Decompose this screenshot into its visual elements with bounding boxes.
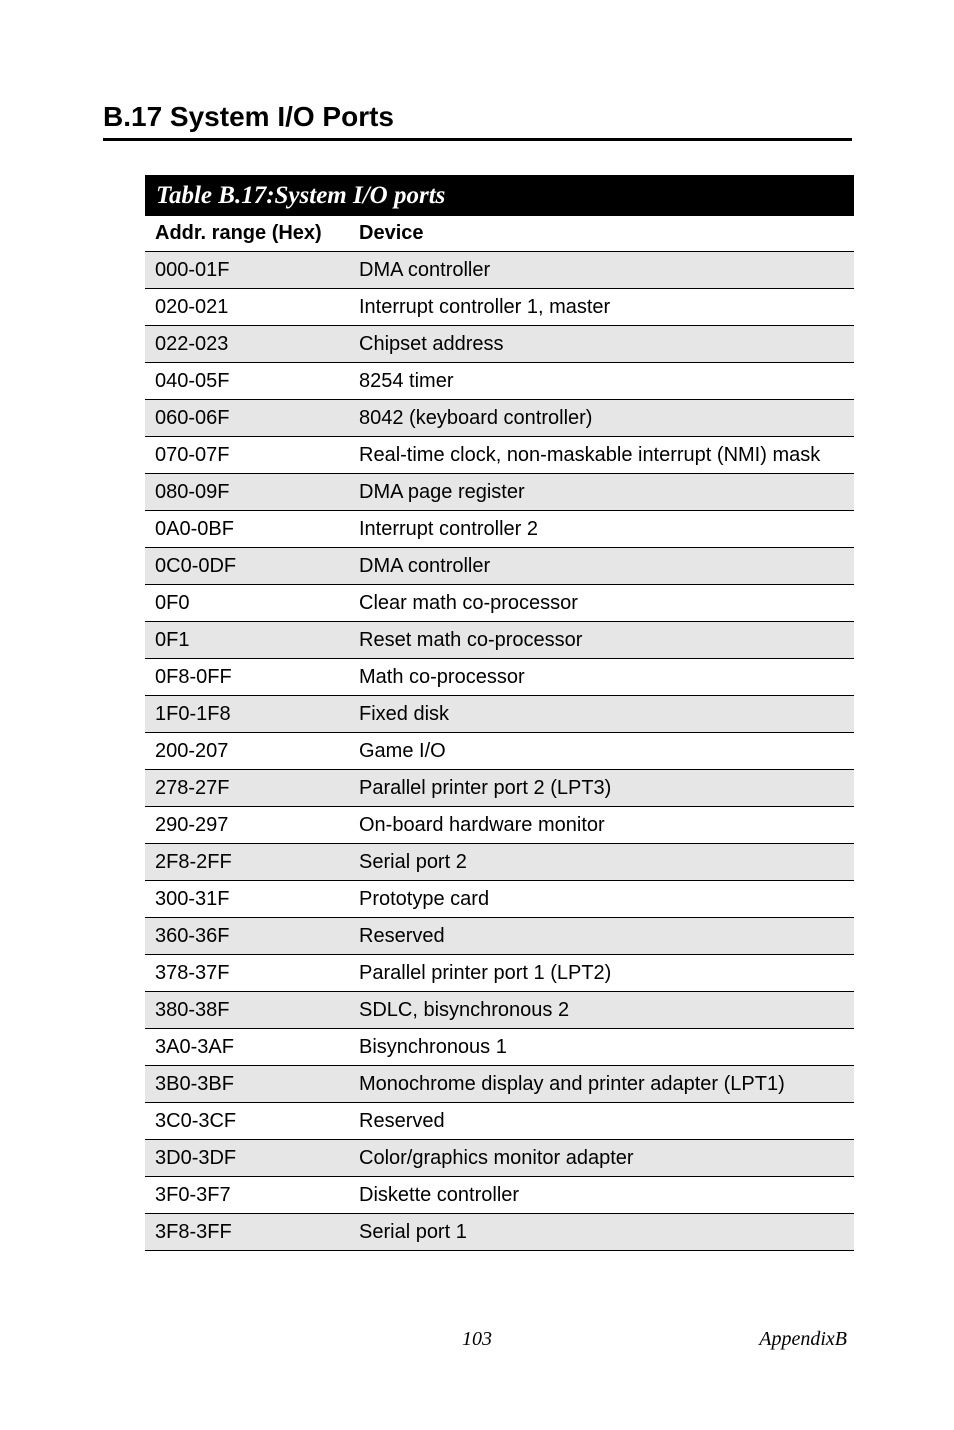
- cell-device: DMA controller: [349, 548, 854, 585]
- table-row: [145, 437, 854, 474]
- cell-device: Chipset address: [349, 326, 854, 363]
- cell-addr-range: 0C0-0DF: [145, 548, 349, 585]
- cell-addr-range: 040-05F: [145, 363, 349, 400]
- cell-addr-range: 000-01F: [145, 252, 349, 289]
- cell-device: Color/graphics monitor adapter: [349, 1140, 854, 1177]
- cell-addr-range: 0F0: [145, 585, 349, 622]
- table-row: [145, 955, 854, 992]
- cell-device: Reset math co-processor: [349, 622, 854, 659]
- cell-addr-range: 060-06F: [145, 400, 349, 437]
- cell-device: Parallel printer port 2 (LPT3): [349, 770, 854, 807]
- cell-device: Serial port 1: [349, 1214, 854, 1251]
- cell-addr-range: 1F0-1F8: [145, 696, 349, 733]
- column-header-device: Device: [349, 216, 854, 252]
- cell-device: Monochrome display and printer adapter (LPT1): [349, 1066, 854, 1103]
- table-row: [145, 770, 854, 807]
- table-caption: Table B.17:System I/O ports: [145, 175, 854, 216]
- cell-device: Interrupt controller 2: [349, 511, 854, 548]
- table-row: [145, 992, 854, 1029]
- table-row: [145, 918, 854, 955]
- cell-device: Bisynchronous 1: [349, 1029, 854, 1066]
- table-row: [145, 289, 854, 326]
- cell-addr-range: 070-07F: [145, 437, 349, 474]
- cell-device: Real-time clock, non-maskable interrupt (NMI) mask: [349, 437, 854, 474]
- table-row: [145, 807, 854, 844]
- table-header-row: [145, 216, 854, 252]
- cell-addr-range: 0F8-0FF: [145, 659, 349, 696]
- table-caption-row: [145, 175, 854, 216]
- cell-addr-range: 3F8-3FF: [145, 1214, 349, 1251]
- table-row: [145, 1103, 854, 1140]
- table-row: [145, 1140, 854, 1177]
- cell-device: DMA controller: [349, 252, 854, 289]
- cell-addr-range: 022-023: [145, 326, 349, 363]
- cell-device: 8254 timer: [349, 363, 854, 400]
- table-row: [145, 1029, 854, 1066]
- cell-addr-range: 300-31F: [145, 881, 349, 918]
- cell-device: On-board hardware monitor: [349, 807, 854, 844]
- table-row: [145, 881, 854, 918]
- cell-device: Parallel printer port 1 (LPT2): [349, 955, 854, 992]
- cell-addr-range: 080-09F: [145, 474, 349, 511]
- footer-section-name: AppendixB: [759, 1328, 847, 1350]
- cell-addr-range: 378-37F: [145, 955, 349, 992]
- cell-device: 8042 (keyboard controller): [349, 400, 854, 437]
- cell-device: Interrupt controller 1, master: [349, 289, 854, 326]
- table-row: [145, 1214, 854, 1251]
- cell-device: Reserved: [349, 918, 854, 955]
- cell-addr-range: 0A0-0BF: [145, 511, 349, 548]
- table-row: [145, 844, 854, 881]
- column-header-addr-range: Addr. range (Hex): [145, 216, 349, 252]
- cell-addr-range: 380-38F: [145, 992, 349, 1029]
- cell-addr-range: 0F1: [145, 622, 349, 659]
- cell-addr-range: 290-297: [145, 807, 349, 844]
- cell-device: Diskette controller: [349, 1177, 854, 1214]
- table-body: [145, 252, 854, 1251]
- table-row: [145, 252, 854, 289]
- table-row: [145, 548, 854, 585]
- table-row: [145, 622, 854, 659]
- table-row: [145, 1177, 854, 1214]
- cell-device: Clear math co-processor: [349, 585, 854, 622]
- table-row: [145, 659, 854, 696]
- cell-addr-range: 200-207: [145, 733, 349, 770]
- page-number: 103: [462, 1328, 492, 1350]
- cell-addr-range: 360-36F: [145, 918, 349, 955]
- cell-addr-range: 2F8-2FF: [145, 844, 349, 881]
- cell-addr-range: 3C0-3CF: [145, 1103, 349, 1140]
- system-io-ports-table: [145, 175, 854, 1251]
- cell-addr-range: 278-27F: [145, 770, 349, 807]
- cell-addr-range: 3F0-3F7: [145, 1177, 349, 1214]
- section-title: B.17 System I/O Ports: [103, 98, 852, 141]
- cell-device: Reserved: [349, 1103, 854, 1140]
- table-row: [145, 696, 854, 733]
- cell-addr-range: 020-021: [145, 289, 349, 326]
- cell-device: Serial port 2: [349, 844, 854, 881]
- table-row: [145, 400, 854, 437]
- cell-device: Game I/O: [349, 733, 854, 770]
- cell-device: Prototype card: [349, 881, 854, 918]
- table-row: [145, 585, 854, 622]
- cell-device: DMA page register: [349, 474, 854, 511]
- cell-device: Fixed disk: [349, 696, 854, 733]
- cell-addr-range: 3B0-3BF: [145, 1066, 349, 1103]
- table-row: [145, 511, 854, 548]
- table-row: [145, 363, 854, 400]
- cell-addr-range: 3D0-3DF: [145, 1140, 349, 1177]
- table-row: [145, 1066, 854, 1103]
- table-row: [145, 326, 854, 363]
- table-row: [145, 733, 854, 770]
- cell-device: Math co-processor: [349, 659, 854, 696]
- cell-addr-range: 3A0-3AF: [145, 1029, 349, 1066]
- cell-device: SDLC, bisynchronous 2: [349, 992, 854, 1029]
- table-row: [145, 474, 854, 511]
